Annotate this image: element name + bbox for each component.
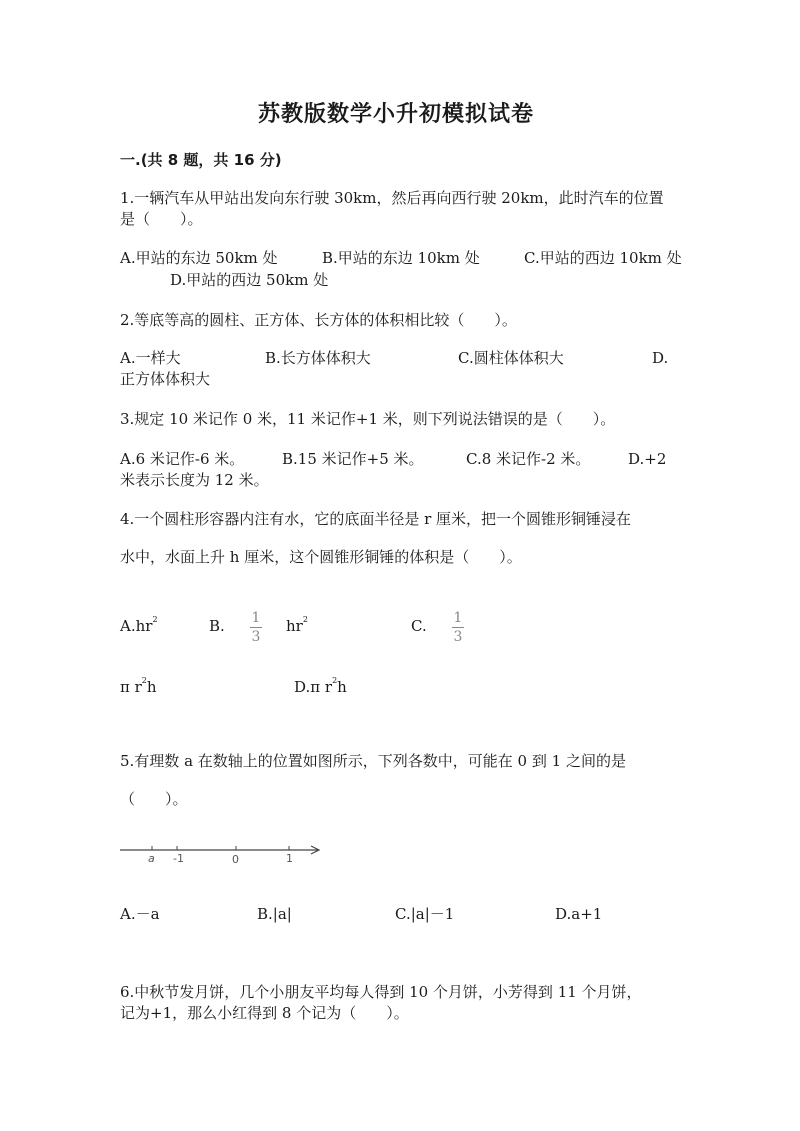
q4-option-d-tail: h [337,678,347,696]
q4-option-c-tail: h [146,678,157,696]
q4-option-c-exp: 2 [141,676,147,685]
fraction-bar [250,627,262,628]
q6-stem-line2: 记为+1，那么小红得到 8 个记为（ ）。 [120,1004,409,1022]
q4-stem-line1: 4.一个圆柱形容器内注有水，它的底面半径是 r 厘米，把一个圆锥形铜锤浸在 [120,510,632,528]
q1-option-a[interactable]: A.甲站的东边 50km 处 [120,249,278,267]
q1-option-d[interactable]: D.甲站的西边 50km 处 [170,271,329,289]
q4-option-c-continued [120,677,157,697]
q2-option-b[interactable]: B.长方体体积大 [265,349,371,367]
axis-label-1: 1 [286,852,293,865]
q4-option-d-exp: 2 [332,676,338,685]
q3-option-b[interactable]: B.15 米记作+5 米。 [282,450,424,468]
q4-option-b-expr [286,616,308,636]
q4-option-b-text: hr [286,617,303,635]
q5-option-c[interactable]: C.|a|－1 [395,905,455,923]
q4-option-c-fraction [452,610,464,645]
q1-stem-line1: 1.一辆汽车从甲站出发向东行驶 30km，然后再向西行驶 20km，此时汽车的位置 [120,189,664,207]
q4-option-b-exp: 2 [302,615,308,624]
number-line-figure [118,836,328,876]
fraction-numerator: 1 [453,610,463,626]
q4-option-d-text: D.π r [294,678,333,696]
q2-option-d-text[interactable]: 正方体体积大 [120,370,211,388]
fraction-numerator: 1 [251,610,261,626]
axis-label-a: a [148,852,155,865]
fraction-bar [452,627,464,628]
q3-stem: 3.规定 10 米记作 0 米，11 米记作+1 米，则下列说法错误的是（ ）。 [120,410,616,428]
q6-stem-line1: 6.中秋节发月饼，几个小朋友平均每人得到 10 个月饼，小芳得到 11 个月饼， [120,983,642,1001]
fraction-denominator: 3 [251,629,261,645]
q1-option-c[interactable]: C.甲站的西边 10km 处 [524,249,682,267]
q4-option-c[interactable]: C. [411,617,427,635]
q3-option-c[interactable]: C.8 米记作-2 米。 [466,450,591,468]
q4-option-a-expr: hr [135,617,153,635]
q4-option-a[interactable] [120,616,158,636]
q2-option-c[interactable]: C.圆柱体体积大 [458,349,564,367]
q5-stem-line2: （ ）。 [120,790,188,808]
q4-option-d[interactable] [294,677,347,697]
section-heading: 一.(共 8 题，共 16 分) [120,151,282,169]
axis-label-0: 0 [232,853,239,866]
q4-option-a-exp: 2 [152,615,158,624]
q3-option-d-text[interactable]: 米表示长度为 12 米。 [120,471,269,489]
q5-option-b[interactable]: B.|a| [257,905,292,923]
q4-option-a-label: A. [120,617,136,635]
q3-option-d[interactable]: D.+2 [628,450,667,468]
q2-option-a[interactable]: A.一样大 [120,349,181,367]
q1-stem-line2: 是（ ）。 [120,210,203,228]
q5-stem-line1: 5.有理数 a 在数轴上的位置如图所示，下列各数中，可能在 0 到 1 之间的是 [120,752,626,770]
q4-option-b-fraction [250,610,262,645]
axis-label-minus-1: -1 [173,852,184,865]
q4-stem-line2: 水中，水面上升 h 厘米，这个圆锥形铜锤的体积是（ ）。 [120,548,522,566]
q2-option-d[interactable]: D. [652,349,669,367]
q5-option-a[interactable]: A.－a [120,905,160,923]
page-title: 苏教版数学小升初模拟试卷 [258,101,535,127]
q1-option-b[interactable]: B.甲站的东边 10km 处 [322,249,480,267]
q4-option-c-text: π r [120,678,142,696]
q5-option-d[interactable]: D.a+1 [555,905,603,923]
q3-option-a[interactable]: A.6 米记作-6 米。 [120,450,245,468]
fraction-denominator: 3 [453,629,463,645]
q4-option-b[interactable]: B. [209,617,225,635]
q2-stem: 2.等底等高的圆柱、正方体、长方体的体积相比较（ ）。 [120,311,517,329]
